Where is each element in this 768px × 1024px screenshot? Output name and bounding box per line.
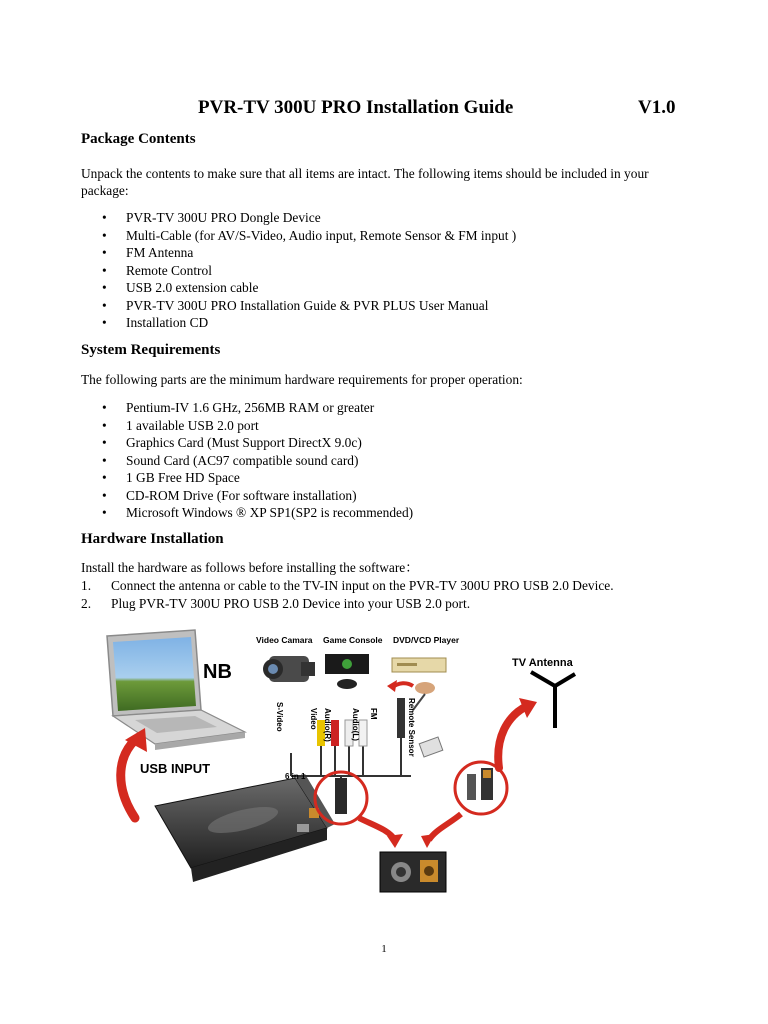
list-item: • Installation CD xyxy=(100,314,516,332)
installation-diagram xyxy=(95,628,695,898)
usb-arrow xyxy=(121,740,135,818)
laptop-illustration xyxy=(107,630,245,750)
nb-label: NB xyxy=(203,661,232,683)
game-console-label: Game Console xyxy=(323,635,383,645)
tv-dongle-device xyxy=(155,774,335,882)
tv-antenna-label: TV Antenna xyxy=(512,657,573,669)
list-item: • USB 2.0 extension cable xyxy=(100,279,516,297)
game-console-icon xyxy=(325,654,369,689)
step-item xyxy=(81,595,614,613)
step-item xyxy=(81,577,614,595)
document-version: V1.0 xyxy=(638,97,676,118)
antenna-arrow xyxy=(498,706,527,768)
page-number: 1 xyxy=(381,943,387,955)
list-item: • FM Antenna xyxy=(100,244,516,262)
video-label: Video xyxy=(309,708,318,730)
remote-sensor-label: Remote Sensor xyxy=(407,698,416,757)
list-item: • Microsoft Windows ® XP SP1(SP2 is recommended) xyxy=(100,504,413,522)
hardware-installation-steps xyxy=(81,577,614,612)
list-item: • Graphics Card (Must Support DirectX 9.0c) xyxy=(100,434,413,452)
list-item: • PVR-TV 300U PRO Dongle Device xyxy=(100,209,516,227)
usb-input-label: USB INPUT xyxy=(140,761,211,776)
audio-r-label: Audio(R) xyxy=(323,708,332,742)
step-number: 2. xyxy=(81,595,92,611)
dvd-player-label: DVD/VCD Player xyxy=(393,635,460,645)
system-requirements-heading: System Requirements xyxy=(81,342,221,358)
package-contents-list xyxy=(100,209,516,332)
title-row xyxy=(0,97,768,123)
antenna-connector-icon xyxy=(467,768,493,800)
six-in-one-plug xyxy=(335,778,347,814)
document-title: PVR-TV 300U PRO Installation Guide xyxy=(198,97,514,118)
port-panel xyxy=(380,852,446,892)
list-item: • Pentium-IV 1.6 GHz, 256MB RAM or greater xyxy=(100,399,413,417)
list-item: • Multi-Cable (for AV/S-Video, Audio input, Remote Sensor & FM input ) xyxy=(100,227,516,245)
fm-label: FM xyxy=(369,708,378,720)
step-number: 1. xyxy=(81,578,92,593)
list-item: • CD-ROM Drive (For software installation) xyxy=(100,487,413,505)
list-item: • 1 available USB 2.0 port xyxy=(100,417,413,435)
hardware-installation-intro: Install the hardware as follows before installing the software： xyxy=(81,560,419,575)
list-item: • Remote Control xyxy=(100,262,516,280)
package-contents-heading: Package Contents xyxy=(81,131,196,147)
list-item: • Sound Card (AC97 compatible sound card) xyxy=(100,452,413,470)
step-text: Plug PVR-TV 300U PRO USB 2.0 Device into your USB 2.0 port. xyxy=(111,595,471,611)
video-camera-icon xyxy=(263,656,315,682)
audio-l-label: Audio(L) xyxy=(351,708,360,741)
system-requirements-list xyxy=(100,399,413,522)
list-item: • 1 GB Free HD Space xyxy=(100,469,413,487)
hardware-installation-heading: Hardware Installation xyxy=(81,531,224,547)
tv-antenna-icon xyxy=(531,672,575,728)
dvd-player-icon xyxy=(392,658,446,672)
installation-diagram-svg xyxy=(95,628,695,898)
system-requirements-intro: The following parts are the minimum hardware requirements for proper operation: xyxy=(81,372,523,387)
step-text: Connect the antenna or cable to the TV-IN input on the PVR-TV 300U PRO USB 2.0 Device. xyxy=(111,578,614,593)
six-in-one-label: 6 in 1 xyxy=(285,772,306,781)
video-camera-label: Video Camara xyxy=(256,635,313,645)
remote-control-icon xyxy=(419,737,443,757)
list-item: • PVR-TV 300U PRO Installation Guide & PVR PLUS User Manual xyxy=(100,297,516,315)
svideo-label: S-Video xyxy=(275,702,284,732)
package-contents-intro: Unpack the contents to make sure that all items are intact. The following items should be included in your package: xyxy=(81,166,649,198)
